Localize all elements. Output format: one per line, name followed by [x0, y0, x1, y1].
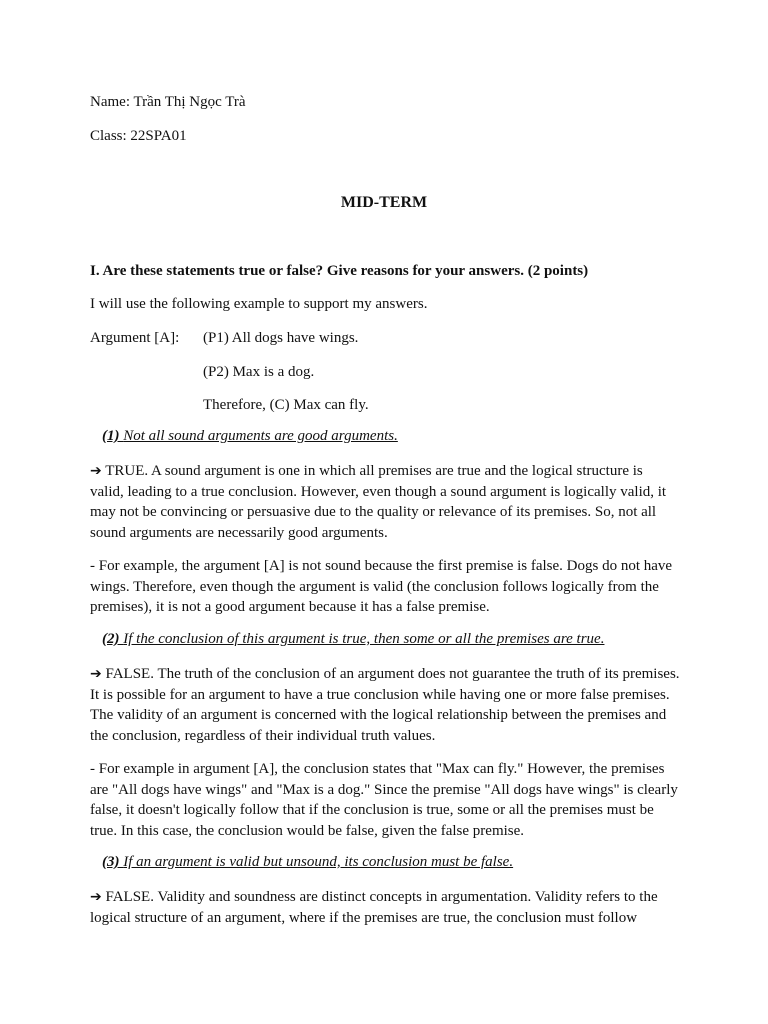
example-1: - For example, the argument [A] is not sound because the first premise is false. Dogs do not have wings. Therefore, even though the argument is valid (the conclusion follows logically from the premises), it is not a good argument because it has a false premise.	[90, 558, 673, 615]
statement-text: If the conclusion of this argument is true, then some or all the premises are true.	[123, 631, 605, 647]
answer-3	[90, 887, 680, 928]
argument-conclusion: Therefore, (C) Max can fly.	[203, 397, 369, 413]
example-2: - For example in argument [A], the conclusion states that "Max can fly." However, the premises are "All dogs have wings" and "Max is a dog." Since the premise "All dogs have wings" is clearly false, it doesn't logically follow that if the conclusion is true, some or all the premises must be true. In this case, the conclusion would be false, given the false premise.	[90, 761, 678, 839]
statement-2	[102, 631, 604, 648]
arrow-right-icon: ➔	[90, 666, 102, 682]
student-class: Class: 22SPA01	[90, 128, 187, 144]
statement-number: (3)	[102, 854, 120, 870]
statement-number: (2)	[102, 631, 120, 647]
section-heading: I. Are these statements true or false? Give reasons for your answers. (2 points)	[90, 263, 589, 279]
argument-premise-2: (P2) Max is a dog.	[203, 364, 315, 380]
arrow-right-icon: ➔	[90, 463, 102, 479]
answer-1	[90, 461, 680, 543]
arrow-right-icon: ➔	[90, 889, 102, 905]
answer-text: FALSE. The truth of the conclusion of an argument does not guarantee the truth of its premises. It is possible for an argument to have a true conclusion while having one or more false premises. The validity of an argument is concerned with the logical relationship between the premises and the conclusion, regardless of their individual truth values.	[90, 666, 680, 744]
statement-text: Not all sound arguments are good arguments.	[123, 428, 398, 444]
statement-1	[102, 428, 398, 445]
answer-2	[90, 664, 680, 746]
statement-number: (1)	[102, 428, 120, 444]
student-name: Name: Trần Thị Ngọc Trà	[90, 94, 246, 110]
page-title: MID-TERM	[340, 194, 428, 211]
argument-premise-1: (P1) All dogs have wings.	[203, 330, 359, 346]
answer-text: TRUE. A sound argument is one in which all premises are true and the logical structure is valid, leading to a true conclusion. However, even though a sound argument is logically valid, it may not be convincing or persuasive due to the quality or relevance of its premises. So, not all sound arguments are necessarily good arguments.	[90, 463, 667, 541]
statement-3	[102, 854, 513, 871]
section-intro: I will use the following example to support my answers.	[90, 296, 428, 312]
argument-label: Argument [A]:	[90, 330, 180, 346]
answer-text: FALSE. Validity and soundness are distinct concepts in argumentation. Validity refers to the logical structure of an argument, where if the premises are true, the conclusion must follow	[90, 889, 658, 926]
statement-text: If an argument is valid but unsound, its conclusion must be false.	[123, 854, 514, 870]
